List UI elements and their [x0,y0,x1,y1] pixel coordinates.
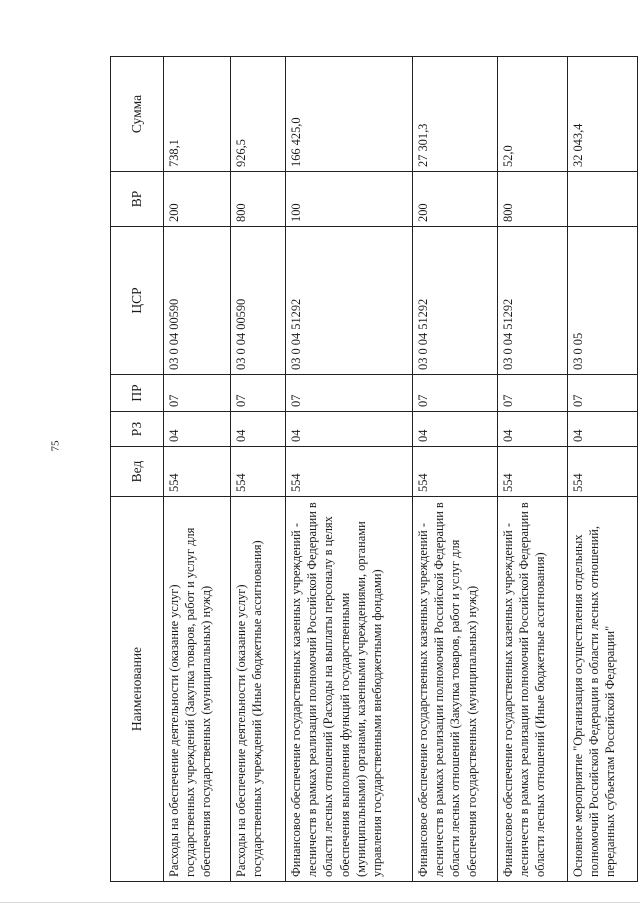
cell-csr: 03 0 04 51292 [413,227,498,375]
cell-name: Финансовое обеспечение государственных казенных учреждений - лесничеств в рамках реализации полномочий Российской Федерации в области лесных отношений (Закупка товаров, работ и услуг для обеспечения государственных (муниципальных) нужд) [413,497,498,882]
cell-amount: 738,1 [164,57,231,172]
cell-vr: 100 [286,172,413,227]
table-header-row [111,57,164,882]
cell-vr: 200 [164,172,231,227]
cell-csr: 03 0 04 00590 [164,227,231,375]
cell-rz: 04 [164,412,231,447]
table-row [568,57,638,882]
header-name: Наименование [111,497,164,882]
header-ved: Вед [111,447,164,497]
cell-amount: 926,5 [231,57,286,172]
table-row [164,57,231,882]
header-vr: ВР [111,172,164,227]
cell-rz: 04 [498,412,568,447]
cell-pr: 07 [286,375,413,412]
table-row [231,57,286,882]
cell-rz: 04 [568,412,638,447]
page-number: 75 [49,440,62,452]
cell-ved: 554 [568,447,638,497]
cell-pr: 07 [231,375,286,412]
cell-amount: 32 043,4 [568,57,638,172]
cell-csr: 03 0 05 [568,227,638,375]
table-row [286,57,413,882]
header-amount: Сумма [111,57,164,172]
cell-pr: 07 [568,375,638,412]
table-row [413,57,498,882]
cell-ved: 554 [413,447,498,497]
cell-ved: 554 [164,447,231,497]
cell-vr: 800 [498,172,568,227]
cell-pr: 07 [498,375,568,412]
scan-edge-line [0,902,640,903]
cell-amount: 166 425,0 [286,57,413,172]
header-pr: ПР [111,375,164,412]
cell-rz: 04 [231,412,286,447]
cell-pr: 07 [413,375,498,412]
cell-vr: 200 [413,172,498,227]
cell-ved: 554 [231,447,286,497]
cell-vr: 800 [231,172,286,227]
cell-ved: 554 [286,447,413,497]
cell-name: Расходы на обеспечение деятельности (оказание услуг) государственных учреждений (Закупка товаров, работ и услуг для обеспечения государственных (муниципальных) нужд) [164,497,231,882]
table-row [498,57,568,882]
cell-amount: 27 301,3 [413,57,498,172]
cell-name: Финансовое обеспечение государственных казенных учреждений - лесничеств в рамках реализации полномочий Российской Федерации в области лесных отношений (Иные бюджетные ассигнования) [498,497,568,882]
cell-amount: 52,0 [498,57,568,172]
cell-csr: 03 0 04 51292 [498,227,568,375]
cell-name: Расходы на обеспечение деятельности (оказание услуг) государственных учреждений (Иные бюджетные ассигнования) [231,497,286,882]
cell-rz: 04 [286,412,413,447]
cell-rz: 04 [413,412,498,447]
cell-csr: 03 0 04 51292 [286,227,413,375]
header-csr: ЦСР [111,227,164,375]
cell-ved: 554 [498,447,568,497]
cell-pr: 07 [164,375,231,412]
cell-csr: 03 0 04 00590 [231,227,286,375]
header-rz: РЗ [111,412,164,447]
cell-name: Основное мероприятие "Организация осуществления отдельных полномочий Российской Федерации в области лесных отношений, переданных субъектам Российской Федерации" [568,497,638,882]
cell-vr [568,172,638,227]
budget-table-rotated [110,57,618,882]
budget-table [110,56,638,882]
cell-name: Финансовое обеспечение государственных казенных учреждений - лесничеств в рамках реализации полномочий Российской Федерации в области лесных отношений (Расходы на выплаты персоналу в целях обеспечения выполнения функций государственными (муниципальными) органами, казенными учреждениями, органами управления государственными внебюджетными фондами) [286,497,413,882]
